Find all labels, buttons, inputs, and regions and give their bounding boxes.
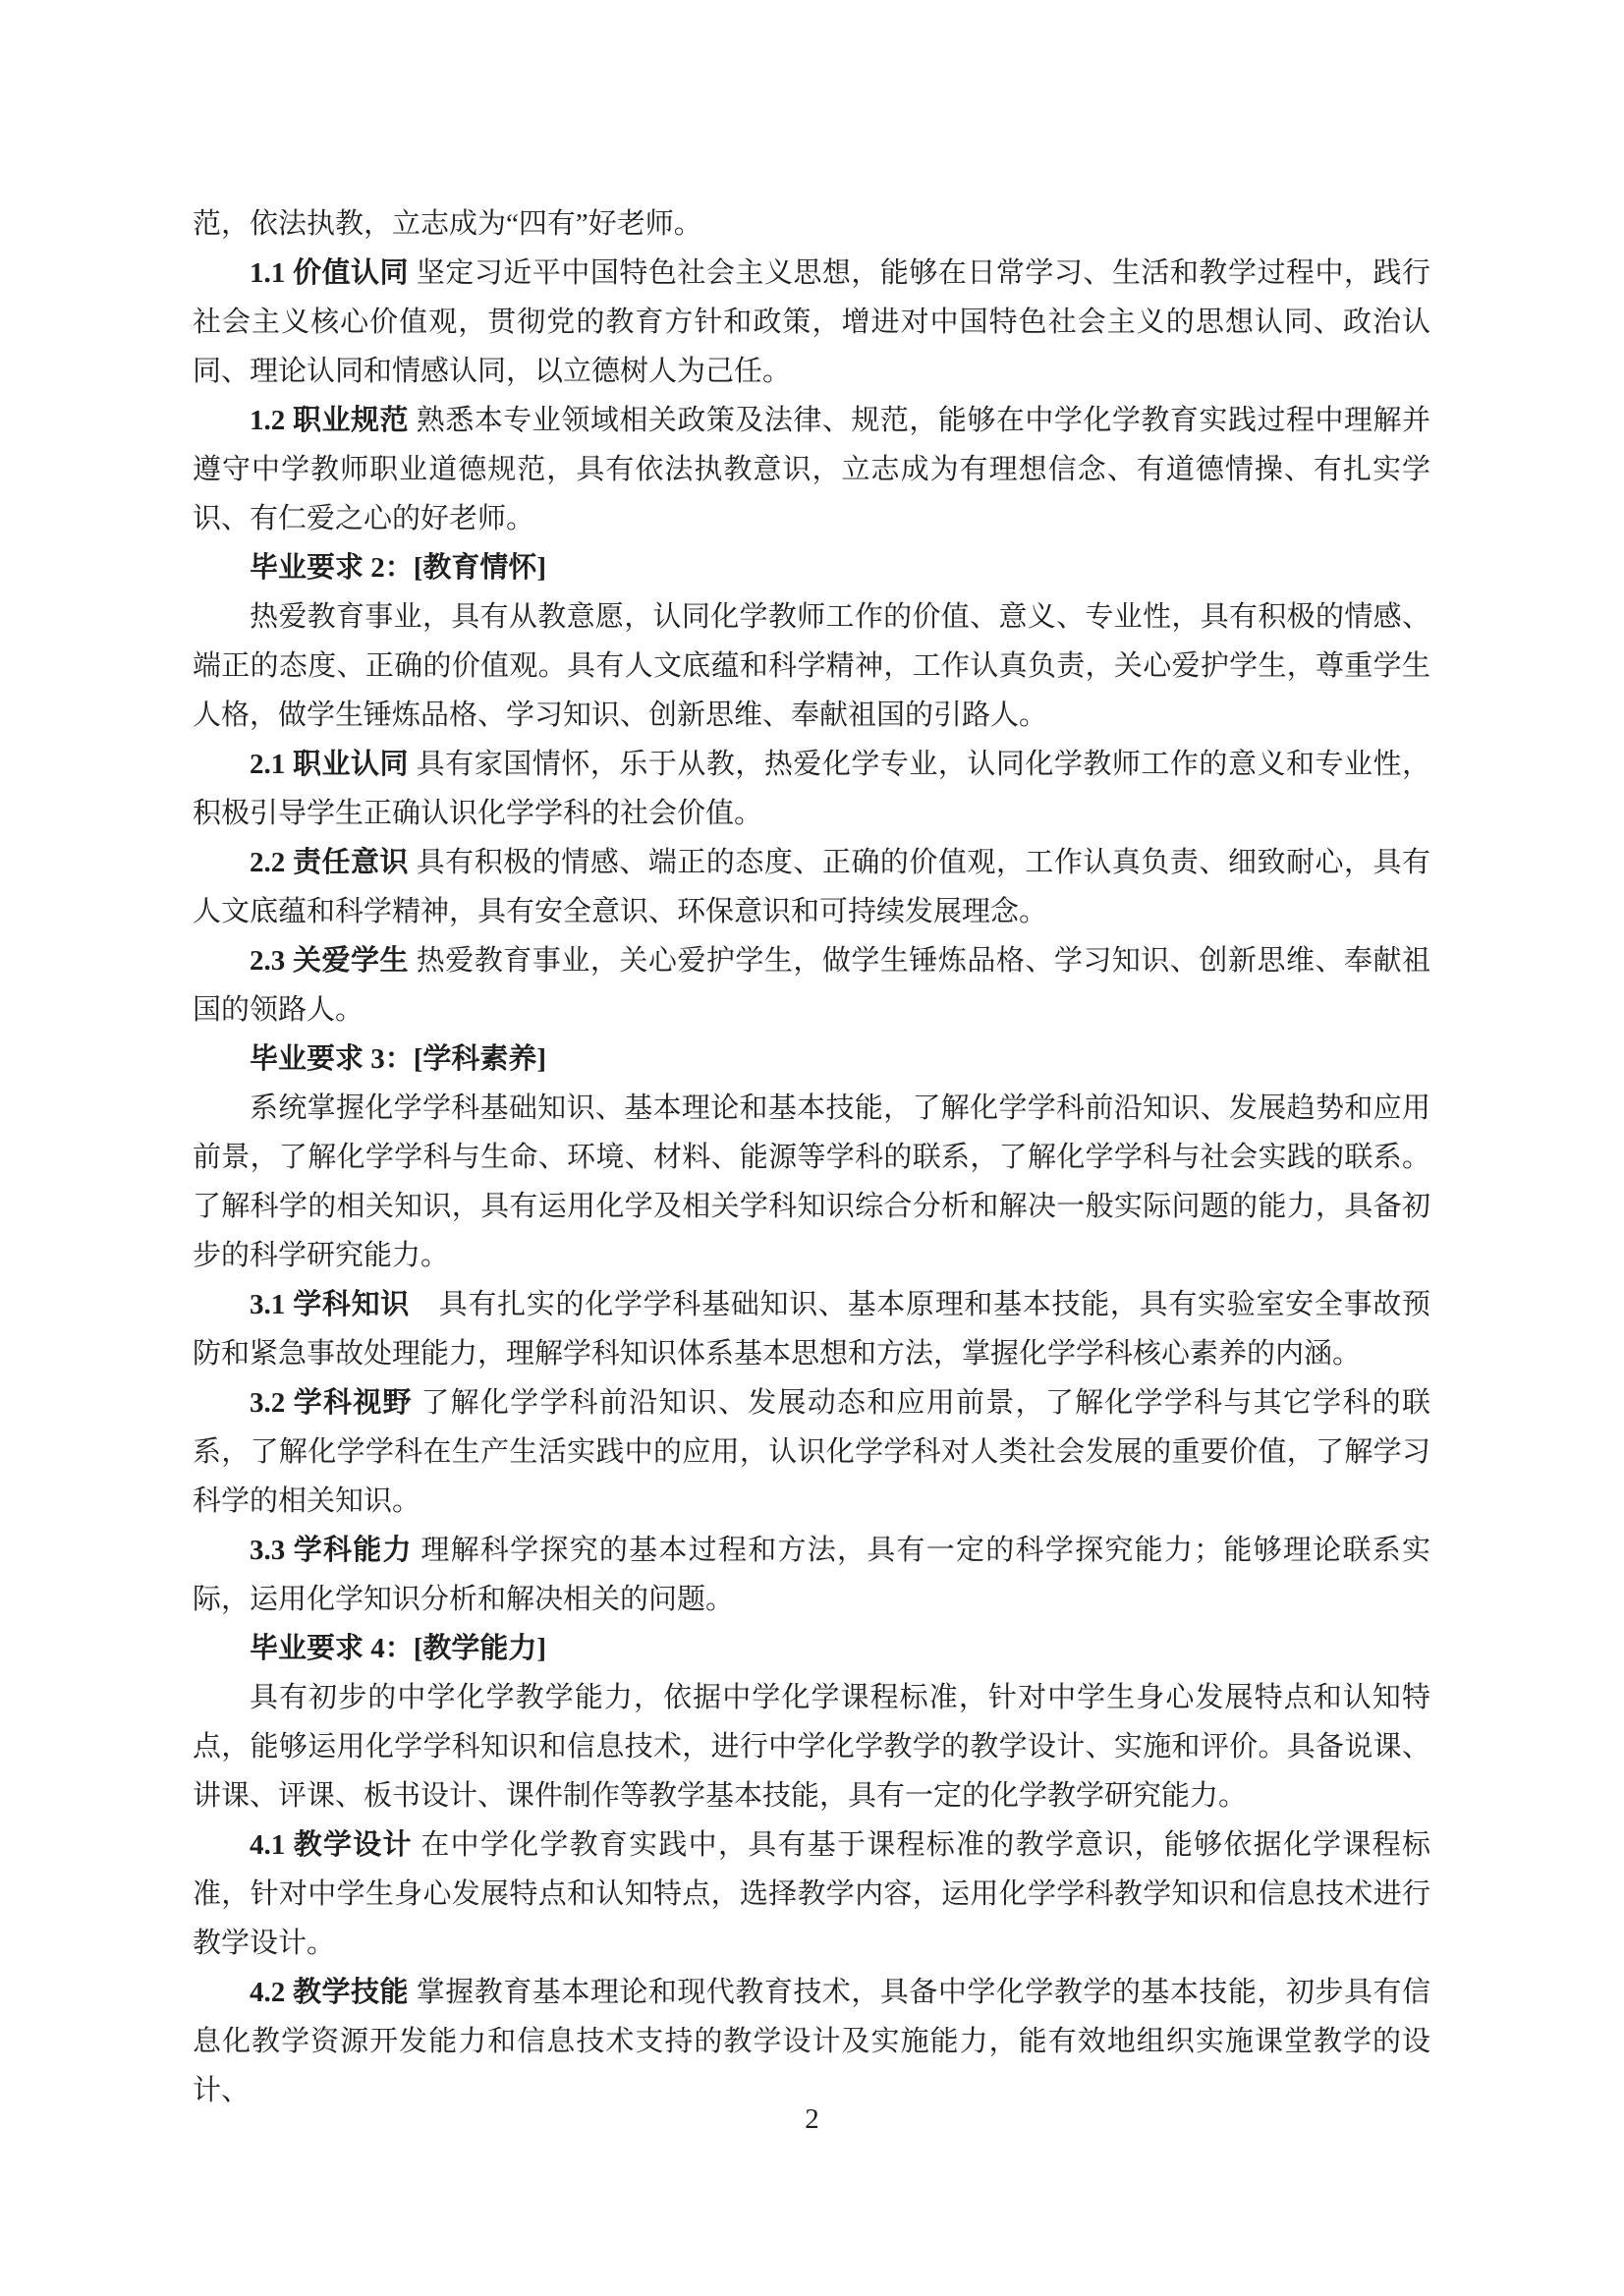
paragraph-text: 熟悉本专业领域相关政策及法律、规范，能够在中学化学教育实践过程中理解并遵守中学教师职业道德规范，具有依法执教意识，立志成为有理想信念、有道德情操、有扎实学识、有仁爱之心的好老师。 bbox=[193, 405, 1430, 534]
paragraph bbox=[193, 936, 1430, 1035]
paragraph bbox=[193, 1968, 1430, 2115]
page-number: 2 bbox=[805, 2103, 819, 2135]
clause-label: 2.3 关爱学生 bbox=[250, 945, 410, 977]
clause-label: 2.1 职业认同 bbox=[250, 749, 410, 780]
paragraph-text: 具有初步的中学化学教学能力，依据中学化学课程标准，针对中学生身心发展特点和认知特点，能够运用化学学科知识和信息技术，进行中学化学教学的教学设计、实施和评价。具备说课、讲课、评课、板书设计、课件制作等教学基本技能，具有一定的化学教学研究能力。 bbox=[193, 1682, 1430, 1812]
paragraph-text: 热爱教育事业，具有从教意愿，认同化学教师工作的价值、意义、专业性，具有积极的情感、端正的态度、正确的价值观。具有人文底蕴和科学精神，工作认真负责，关心爱护学生，尊重学生人格，做学生锤炼品格、学习知识、创新思维、奉献祖国的引路人。 bbox=[193, 601, 1430, 731]
heading-text: 毕业要求 2：[教育情怀] bbox=[250, 552, 547, 584]
clause-label: 4.1 教学设计 bbox=[250, 1829, 413, 1861]
section-heading bbox=[193, 1035, 1430, 1084]
paragraph-text: 理解科学探究的基本过程和方法，具有一定的科学探究能力；能够理论联系实际，运用化学知识分析和解决相关的问题。 bbox=[193, 1535, 1430, 1615]
paragraph bbox=[193, 396, 1430, 543]
clause-label: 1.1 价值认同 bbox=[250, 257, 410, 289]
clause-label: 1.2 职业规范 bbox=[250, 405, 410, 436]
paragraph bbox=[193, 592, 1430, 740]
heading-text: 毕业要求 3：[学科素养] bbox=[250, 1043, 547, 1075]
paragraph-text: 具有扎实的化学学科基础知识、基本原理和基本技能，具有实验室安全事故预防和紧急事故处理能力，理解学科知识体系基本思想和方法，掌握化学学科核心素养的内涵。 bbox=[193, 1289, 1430, 1370]
paragraph-text: 具有积极的情感、端正的态度、正确的价值观，工作认真负责、细致耐心，具有人文底蕴和科学精神，具有安全意识、环保意识和可持续发展理念。 bbox=[193, 847, 1430, 927]
paragraph bbox=[193, 838, 1430, 936]
paragraph-text: 坚定习近平中国特色社会主义思想，能够在日常学习、生活和教学过程中，践行社会主义核心价值观，贯彻党的教育方针和政策，增进对中国特色社会主义的思想认同、政治认同、理论认同和情感认同，以立德树人为己任。 bbox=[193, 257, 1430, 387]
paragraph bbox=[193, 199, 1430, 249]
document-body bbox=[193, 199, 1430, 2115]
clause-label: 2.2 责任意识 bbox=[250, 847, 410, 878]
paragraph bbox=[193, 1673, 1430, 1820]
clause-label: 4.2 教学技能 bbox=[250, 1977, 410, 2008]
paragraph bbox=[193, 740, 1430, 838]
section-heading bbox=[193, 543, 1430, 592]
paragraph-text: 范，依法执教，立志成为“四有”好老师。 bbox=[193, 208, 702, 240]
paragraph-text: 在中学化学教育实践中，具有基于课程标准的教学意识，能够依据化学课程标准，针对中学生身心发展特点和认知特点，选择教学内容，运用化学学科教学知识和信息技术进行教学设计。 bbox=[193, 1829, 1430, 1959]
clause-label: 3.1 学科知识 bbox=[250, 1289, 411, 1320]
paragraph bbox=[193, 1820, 1430, 1968]
clause-label: 3.3 学科能力 bbox=[250, 1535, 413, 1566]
paragraph-text: 具有家国情怀，乐于从教，热爱化学专业，认同化学教师工作的意义和专业性，积极引导学生正确认识化学学科的社会价值。 bbox=[193, 749, 1430, 829]
paragraph bbox=[193, 249, 1430, 396]
paragraph bbox=[193, 1280, 1430, 1378]
paragraph-text: 系统掌握化学学科基础知识、基本理论和基本技能，了解化学学科前沿知识、发展趋势和应用前景，了解化学学科与生命、环境、材料、能源等学科的联系，了解化学学科与社会实践的联系。了解科学的相关知识，具有运用化学及相关学科知识综合分析和解决一般实际问题的能力，具备初步的科学研究能力。 bbox=[193, 1092, 1430, 1271]
paragraph bbox=[193, 1084, 1430, 1280]
clause-label: 3.2 学科视野 bbox=[250, 1387, 413, 1419]
paragraph-text: 了解化学学科前沿知识、发展动态和应用前景，了解化学学科与其它学科的联系，了解化学学科在生产生活实践中的应用，认识化学学科对人类社会发展的重要价值，了解学习科学的相关知识。 bbox=[193, 1387, 1430, 1517]
paragraph bbox=[193, 1526, 1430, 1624]
paragraph-text: 热爱教育事业，关心爱护学生，做学生锤炼品格、学习知识、创新思维、奉献祖国的领路人。 bbox=[193, 945, 1430, 1026]
paragraph bbox=[193, 1378, 1430, 1526]
heading-text: 毕业要求 4：[教学能力] bbox=[250, 1633, 547, 1664]
section-heading bbox=[193, 1624, 1430, 1673]
paragraph-text: 掌握教育基本理论和现代教育技术，具备中学化学教学的基本技能，初步具有信息化教学资源开发能力和信息技术支持的教学设计及实施能力，能有效地组织实施课堂教学的设计、 bbox=[193, 1977, 1430, 2106]
